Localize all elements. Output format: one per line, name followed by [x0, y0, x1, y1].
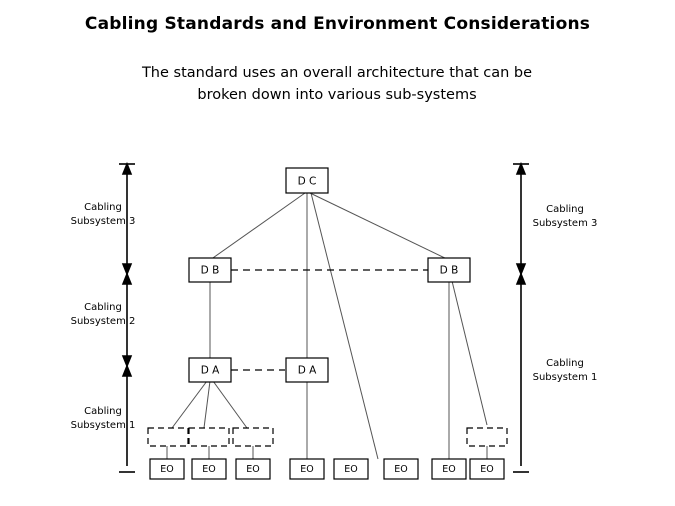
node-eo-7 — [432, 459, 466, 479]
right-bracket-arrows — [513, 164, 529, 472]
node-da-left — [189, 358, 231, 382]
left-arrow-1-head-top — [123, 366, 131, 376]
subtitle-line-1: The standard uses an overall architecture that can be — [141, 65, 533, 81]
page-title: Cabling Standards and Environment Considerations — [84, 14, 591, 34]
right-label-3-line2: Subsystem 3 — [532, 218, 598, 229]
right-arrow-3-head-top — [517, 164, 525, 174]
node-dc — [286, 168, 328, 193]
left-label-2-line1: Cabling — [84, 302, 122, 313]
node-eo-5 — [334, 459, 368, 479]
node-eo-1-label: EO — [160, 464, 174, 475]
connector-lines — [167, 193, 487, 459]
left-label-1-line2: Subsystem 1 — [70, 420, 136, 431]
node-eo-4 — [290, 459, 324, 479]
node-eo-8-label: EO — [480, 464, 494, 475]
consolidation-points — [148, 428, 507, 446]
node-eo-2-label: EO — [202, 464, 216, 475]
right-bracket-labels — [533, 204, 598, 383]
node-db-left-label: D B — [200, 264, 220, 277]
node-db-left — [189, 258, 231, 282]
line-daleft-cp2 — [204, 381, 210, 428]
line-dc-dbleft — [210, 193, 305, 260]
node-eo-3 — [236, 459, 270, 479]
left-arrow-3-head-top — [123, 164, 131, 174]
node-eo-5-label: EO — [344, 464, 358, 475]
consolidation-point-2 — [189, 428, 229, 446]
consolidation-point-3 — [233, 428, 273, 446]
node-eo-6 — [384, 459, 418, 479]
line-daleft-cp3 — [213, 381, 247, 428]
node-eo-3-label: EO — [246, 464, 260, 475]
node-db-right-label: D B — [439, 264, 459, 277]
left-label-3-line1: Cabling — [84, 202, 122, 213]
left-bracket-labels — [71, 202, 136, 431]
right-arrow-1-head-top — [517, 274, 525, 284]
left-label-3-line2: Subsystem 3 — [70, 216, 136, 227]
right-label-3-line1: Cabling — [546, 204, 584, 215]
eo-nodes — [150, 459, 504, 479]
subtitle-line-2: broken down into various sub-systems — [197, 87, 477, 103]
node-eo-1 — [150, 459, 184, 479]
node-db-right — [428, 258, 470, 282]
node-da-right-label: D A — [297, 364, 317, 377]
node-eo-7-label: EO — [442, 464, 456, 475]
line-dc-dbright — [310, 193, 449, 260]
node-dc-label: D C — [297, 175, 317, 188]
line-daleft-cp1 — [172, 381, 207, 428]
left-arrow-2-head-top — [123, 274, 131, 284]
consolidation-point-1 — [148, 428, 188, 446]
line-dc-eo-direct — [311, 193, 378, 459]
consolidation-point-4 — [467, 428, 507, 446]
left-label-2-line2: Subsystem 2 — [70, 316, 136, 327]
node-da-right — [286, 358, 328, 382]
line-dbright-eo2 — [452, 281, 487, 425]
left-label-1-line1: Cabling — [84, 406, 122, 417]
node-da-left-label: D A — [200, 364, 220, 377]
dashed-links — [231, 270, 428, 370]
right-label-1-line2: Subsystem 1 — [532, 372, 598, 383]
node-eo-6-label: EO — [394, 464, 408, 475]
right-label-1-line1: Cabling — [546, 358, 584, 369]
node-eo-4-label: EO — [300, 464, 314, 475]
node-eo-8 — [470, 459, 504, 479]
node-eo-2 — [192, 459, 226, 479]
